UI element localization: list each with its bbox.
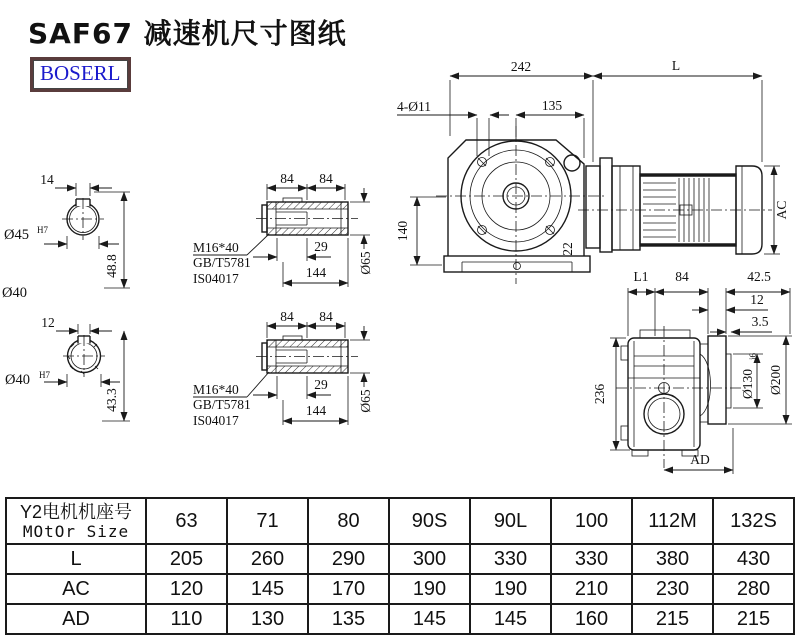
- size-col: 80: [308, 498, 389, 544]
- header-motor-size-en: MOtOr Size: [22, 522, 130, 541]
- hollow-shaft-bore-top: [2, 172, 130, 301]
- cell: 215: [632, 604, 713, 634]
- size-col: 63: [146, 498, 227, 544]
- dim-L1: L1: [633, 269, 649, 284]
- bore-d40: Ø40: [5, 372, 30, 388]
- cell: 330: [551, 544, 632, 574]
- size-col: 90S: [389, 498, 470, 544]
- cell: 290: [308, 544, 389, 574]
- dim-22: 22: [560, 242, 575, 256]
- dim-3-5: 3.5: [751, 314, 769, 329]
- size-col: 71: [227, 498, 308, 544]
- screw-note-top: [193, 234, 269, 286]
- table-header-row: [6, 498, 794, 544]
- dim-d130: Ø130: [740, 369, 755, 399]
- side-view: [592, 269, 792, 474]
- screw-spec: M16*40: [193, 382, 239, 397]
- lifting-hole: [564, 155, 580, 171]
- dim-AC: AC: [774, 200, 789, 220]
- cell: 110: [146, 604, 227, 634]
- header-motor-size-cn: Y2电机机座号: [19, 502, 133, 522]
- cell: 130: [227, 604, 308, 634]
- screw-note-bottom: [193, 372, 269, 428]
- dim-84b: 84: [319, 171, 333, 186]
- boserl-logo-text: BOSERL: [33, 60, 128, 89]
- cell: 380: [632, 544, 713, 574]
- dim-48-8: 48.8: [104, 254, 119, 278]
- cell: 300: [389, 544, 470, 574]
- size-col: 112M: [632, 498, 713, 544]
- cell: 190: [389, 574, 470, 604]
- table-row-AC: [6, 574, 794, 604]
- size-col: 132S: [713, 498, 794, 544]
- bore-d45-tol: H7: [37, 225, 48, 235]
- dim-84a: 84: [280, 171, 294, 186]
- hollow-shaft-bore-bottom: [5, 315, 130, 421]
- dim-4xd11: 4-Ø11: [397, 99, 431, 114]
- dim-d130-tol: j6: [748, 352, 758, 360]
- dim-L: L: [671, 58, 681, 73]
- label-d40: Ø40: [2, 285, 27, 301]
- cell: 170: [308, 574, 389, 604]
- screw-standard-gb: GB/T5781: [193, 255, 251, 270]
- size-col: 100: [551, 498, 632, 544]
- cell: 190: [470, 574, 551, 604]
- screw-standard-gb: GB/T5781: [193, 397, 251, 412]
- size-col: 90L: [470, 498, 551, 544]
- front-view: [395, 58, 789, 284]
- table-row-AD: [6, 604, 794, 634]
- cell: 145: [227, 574, 308, 604]
- dim-135: 135: [541, 98, 563, 113]
- dim-29: 29: [314, 377, 328, 392]
- dim-236: 236: [592, 383, 607, 405]
- dim-144: 144: [305, 265, 327, 280]
- dim-14: 14: [40, 172, 54, 187]
- dim-d65: Ø65: [358, 251, 373, 275]
- dim-12: 12: [41, 315, 55, 330]
- cell: 120: [146, 574, 227, 604]
- dim-29: 29: [314, 239, 328, 254]
- dim-84b: 84: [319, 309, 333, 324]
- bore-d45: Ø45: [4, 227, 29, 243]
- cell: 260: [227, 544, 308, 574]
- cell: 210: [551, 574, 632, 604]
- page-title: SAF67 减速机尺寸图纸: [28, 17, 347, 50]
- dim-d65: Ø65: [358, 389, 373, 413]
- dim-AD: AD: [690, 452, 710, 467]
- screw-standard-iso: IS04017: [193, 413, 239, 428]
- cell: 145: [470, 604, 551, 634]
- dim-42-5: 42.5: [747, 269, 771, 284]
- cell: 430: [713, 544, 794, 574]
- table-row-L: [6, 544, 794, 574]
- row-label-AC: AC: [6, 574, 146, 604]
- cell: 145: [389, 604, 470, 634]
- bushing-detail-top: [253, 171, 373, 287]
- row-label-AD: AD: [6, 604, 146, 634]
- dim-84: 84: [675, 269, 689, 284]
- dim-242: 242: [510, 59, 532, 74]
- cell: 135: [308, 604, 389, 634]
- header-motor-size: [6, 498, 146, 544]
- cell: 230: [632, 574, 713, 604]
- dim-84a: 84: [280, 309, 294, 324]
- cell: 215: [713, 604, 794, 634]
- motor-size-table: [5, 497, 795, 635]
- dim-d200: Ø200: [768, 365, 783, 395]
- cell: 205: [146, 544, 227, 574]
- cell: 160: [551, 604, 632, 634]
- dim-43-3: 43.3: [104, 388, 119, 412]
- cell: 280: [713, 574, 794, 604]
- row-label-L: L: [6, 544, 146, 574]
- screw-spec: M16*40: [193, 240, 239, 255]
- bore-d40-tol: H7: [39, 370, 50, 380]
- screw-standard-iso: IS04017: [193, 271, 239, 286]
- cell: 330: [470, 544, 551, 574]
- dim-140: 140: [395, 220, 410, 242]
- dim-12: 12: [750, 292, 764, 307]
- dim-144: 144: [305, 403, 327, 418]
- bushing-detail-bottom: [253, 309, 373, 425]
